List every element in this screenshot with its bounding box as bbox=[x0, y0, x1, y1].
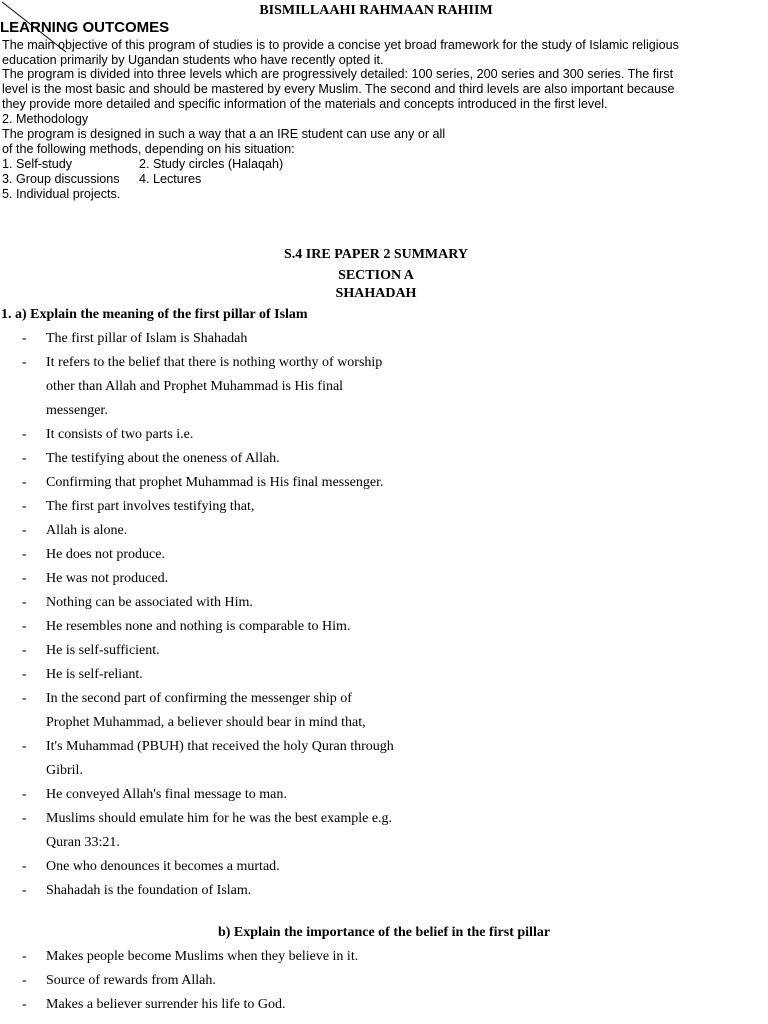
list-item: Muslims should emulate him for he was the best example e.g. bbox=[46, 811, 393, 826]
list-item-continuation: Quran 33:21. bbox=[46, 835, 120, 850]
summary-title: S.4 IRE PAPER 2 SUMMARY bbox=[284, 247, 468, 262]
list-item: He is self-sufficient. bbox=[46, 643, 160, 658]
list-item: Allah is alone. bbox=[46, 523, 128, 538]
intro-line: level is the most basic and should be mastered by every Muslim. The second and third levels are also important because bbox=[2, 82, 675, 96]
bullet-marker: - bbox=[22, 997, 27, 1012]
bullet-marker: - bbox=[22, 619, 27, 634]
method-item: 2. Study circles (Halaqah) bbox=[139, 157, 284, 171]
bullet-marker: - bbox=[22, 451, 27, 466]
list-item: He does not produce. bbox=[46, 547, 165, 562]
bullet-marker: - bbox=[22, 427, 27, 442]
bullet-marker: - bbox=[22, 859, 27, 874]
list-item: In the second part of confirming the messenger ship of bbox=[46, 691, 352, 706]
bullet-marker: - bbox=[22, 787, 27, 802]
page-title: BISMILLAAHI RAHMAAN RAHIIM bbox=[259, 3, 493, 18]
intro-line: they provide more detailed and specific information of the materials and concepts introduced in the first level. bbox=[2, 97, 608, 111]
list-item: He conveyed Allah's final message to man. bbox=[46, 787, 287, 802]
list-item: He resembles none and nothing is comparable to Him. bbox=[46, 619, 351, 634]
intro-line: of the following methods, depending on his situation: bbox=[2, 142, 295, 156]
bullet-marker: - bbox=[22, 739, 27, 754]
method-item: 5. Individual projects. bbox=[2, 187, 121, 201]
list-item-continuation: messenger. bbox=[46, 403, 108, 418]
list-item: The first part involves testifying that, bbox=[46, 499, 255, 514]
intro-line: The program is designed in such a way that a an IRE student can use any or all bbox=[2, 127, 446, 141]
list-item: Source of rewards from Allah. bbox=[46, 973, 216, 988]
list-item-continuation: other than Allah and Prophet Muhammad is His final bbox=[46, 379, 344, 394]
intro-line: The main objective of this program of studies is to provide a concise yet broad framework for the study of Islamic religious bbox=[2, 38, 679, 52]
list-item: One who denounces it becomes a murtad. bbox=[46, 859, 280, 874]
bullet-marker: - bbox=[22, 571, 27, 586]
question-a-heading: 1. a) Explain the meaning of the first pillar of Islam bbox=[1, 307, 308, 322]
list-item-continuation: Prophet Muhammad, a believer should bear in mind that, bbox=[46, 715, 366, 730]
bullet-marker: - bbox=[22, 883, 27, 898]
list-item: The first pillar of Islam is Shahadah bbox=[46, 331, 248, 346]
list-item: It refers to the belief that there is nothing worthy of worship bbox=[46, 355, 383, 370]
bullet-marker: - bbox=[22, 811, 27, 826]
learning-outcomes-heading: LEARNING OUTCOMES bbox=[0, 19, 170, 36]
list-item: Makes a believer surrender his life to God. bbox=[46, 997, 286, 1012]
list-item: Shahadah is the foundation of Islam. bbox=[46, 883, 252, 898]
list-item: Nothing can be associated with Him. bbox=[46, 595, 253, 610]
methodology-heading: 2. Methodology bbox=[2, 112, 89, 126]
list-item: Confirming that prophet Muhammad is His final messenger. bbox=[46, 475, 384, 490]
list-item: He is self-reliant. bbox=[46, 667, 143, 682]
bullet-marker: - bbox=[22, 547, 27, 562]
list-item: The testifying about the oneness of Allah. bbox=[46, 451, 280, 466]
list-item: It's Muhammad (PBUH) that received the holy Quran through bbox=[46, 739, 394, 754]
section-title: SECTION A bbox=[338, 268, 414, 283]
list-item: He was not produced. bbox=[46, 571, 169, 586]
method-item: 1. Self-study bbox=[2, 157, 72, 171]
list-item: Makes people become Muslims when they believe in it. bbox=[46, 949, 359, 964]
bullet-marker: - bbox=[22, 523, 27, 538]
bullet-marker: - bbox=[22, 691, 27, 706]
method-item: 3. Group discussions bbox=[2, 172, 120, 186]
bullet-marker: - bbox=[22, 973, 27, 988]
question-b-heading: b) Explain the importance of the belief in the first pillar bbox=[217, 925, 551, 940]
intro-line: education primarily by Ugandan students who have recently opted it. bbox=[2, 53, 384, 67]
intro-line: The program is divided into three levels which are progressively detailed: 100 series, 200 series and 300 series. The first bbox=[2, 67, 674, 81]
bullet-marker: - bbox=[22, 499, 27, 514]
bullet-marker: - bbox=[22, 331, 27, 346]
bullet-marker: - bbox=[22, 667, 27, 682]
method-item: 4. Lectures bbox=[139, 172, 202, 186]
list-item-continuation: Gibril. bbox=[46, 763, 83, 778]
bullet-marker: - bbox=[22, 355, 27, 370]
bullet-marker: - bbox=[22, 643, 27, 658]
bullet-marker: - bbox=[22, 595, 27, 610]
bullet-marker: - bbox=[22, 949, 27, 964]
topic-title: SHAHADAH bbox=[335, 286, 417, 301]
list-item: It consists of two parts i.e. bbox=[46, 427, 194, 442]
bullet-marker: - bbox=[22, 475, 27, 490]
